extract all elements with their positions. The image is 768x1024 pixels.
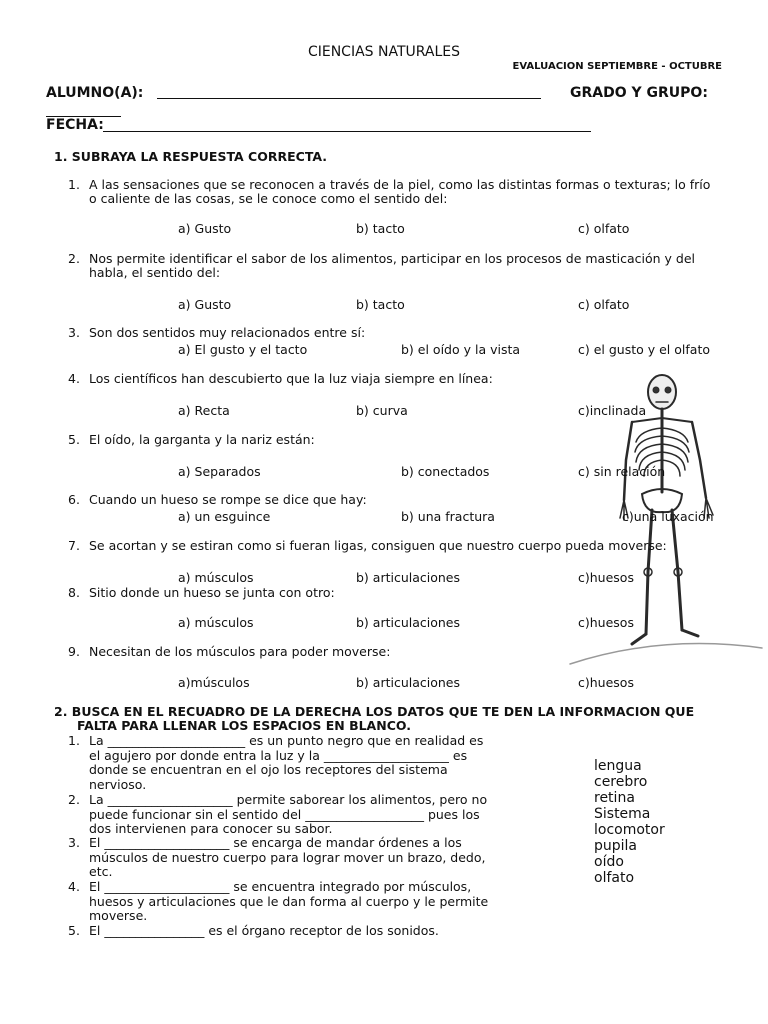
fill-item-text[interactable]: El ________________ es el órgano receptor de los sonidos.: [89, 923, 439, 938]
word-bank-item: olfato: [594, 870, 635, 886]
answer-option-c[interactable]: c)inclinada: [578, 403, 647, 418]
answer-option-c[interactable]: c) sin relación: [578, 464, 666, 479]
answer-option-a[interactable]: a) Separados: [178, 464, 261, 479]
fill-item-number: 4.: [68, 879, 80, 894]
grado-grupo-label: GRADO Y GRUPO:: [570, 85, 708, 101]
question-text: Sitio donde un hueso se junta con otro:: [89, 585, 335, 600]
fill-item-text[interactable]: huesos y articulaciones que le dan forma al cuerpo y le permite: [89, 893, 489, 909]
answer-option-b[interactable]: b) tacto: [356, 297, 405, 312]
question-text: A las sensaciones que se reconocen a través de la piel, como las distintas formas o texturas; lo frío: [89, 177, 711, 192]
fill-item-text[interactable]: donde se encuentran en el ojo los receptores del sistema: [89, 762, 448, 778]
question-text: habla, el sentido del:: [89, 265, 221, 280]
question-text: El oído, la garganta y la nariz están:: [89, 432, 315, 447]
fill-item-text[interactable]: el agujero por donde entra la luz y la ____________________ es: [89, 747, 468, 763]
question-text: Nos permite identificar el sabor de los alimentos, participar en los procesos de masticación y del: [89, 251, 695, 266]
fill-item-text[interactable]: etc.: [89, 864, 113, 880]
question-text: Necesitan de los músculos para poder moverse:: [89, 644, 391, 659]
answer-option-b[interactable]: b) el oído y la vista: [401, 342, 521, 357]
alumno-label: ALUMNO(A):: [46, 85, 144, 101]
question-number: 6.: [68, 492, 80, 507]
word-bank-item: cerebro: [594, 774, 648, 790]
question-number: 3.: [68, 325, 80, 340]
fill-item-text[interactable]: puede funcionar sin el sentido del ___________________ pues los: [89, 806, 480, 822]
fill-item-number: 1.: [68, 733, 80, 748]
fill-item-text[interactable]: La ____________________ permite saborear los alimentos, pero no: [89, 792, 488, 807]
question-text: Cuando un hueso se rompe se dice que hay:: [89, 492, 367, 507]
section2-heading: 2. BUSCA EN EL RECUADRO DE LA DERECHA LOS DATOS QUE TE DEN LA INFORMACION QUE: [54, 704, 695, 719]
answer-option-c[interactable]: c) olfato: [578, 297, 630, 312]
word-bank-item: Sistema: [594, 806, 651, 822]
fill-item-number: 3.: [68, 835, 80, 850]
answer-option-b[interactable]: b) una fractura: [401, 509, 495, 524]
exam-period: EVALUACION SEPTIEMBRE - OCTUBRE: [512, 61, 722, 72]
fill-item-number: 5.: [68, 923, 80, 938]
question-text: Se acortan y se estiran como si fueran ligas, consiguen que nuestro cuerpo pueda moverse:: [89, 538, 667, 553]
answer-option-a[interactable]: a)músculos: [178, 675, 250, 690]
answer-option-c[interactable]: c)una luxación: [622, 509, 714, 524]
question-text: Los científicos han descubierto que la luz viaja siempre en línea:: [89, 371, 493, 386]
answer-option-b[interactable]: b) articulaciones: [356, 615, 461, 630]
fill-item-text[interactable]: nervioso.: [89, 776, 147, 792]
answer-option-b[interactable]: b) articulaciones: [356, 570, 461, 585]
answer-option-a[interactable]: a) músculos: [178, 570, 254, 585]
question-number: 9.: [68, 644, 80, 659]
question-text: o caliente de las cosas, se le conoce como el sentido del:: [89, 191, 448, 206]
answer-option-a[interactable]: a) músculos: [178, 615, 254, 630]
section1-heading: 1. SUBRAYA LA RESPUESTA CORRECTA.: [54, 149, 328, 164]
answer-option-a[interactable]: a) Gusto: [178, 297, 232, 312]
word-bank-item: pupila: [594, 838, 638, 854]
answer-option-b[interactable]: b) curva: [356, 403, 408, 418]
fill-item-number: 2.: [68, 792, 80, 807]
answer-option-b[interactable]: b) articulaciones: [356, 675, 461, 690]
answer-option-c[interactable]: c) olfato: [578, 221, 630, 236]
word-bank-item: retina: [594, 790, 635, 806]
answer-option-c[interactable]: c)huesos: [578, 615, 634, 630]
word-bank-item: oído: [594, 854, 624, 870]
question-number: 7.: [68, 538, 80, 553]
question-text: Son dos sentidos muy relacionados entre sí:: [89, 325, 366, 340]
section2-heading: FALTA PARA LLENAR LOS ESPACIOS EN BLANCO.: [77, 718, 411, 733]
answer-option-c[interactable]: c) el gusto y el olfato: [578, 342, 710, 357]
answer-option-b[interactable]: b) conectados: [401, 464, 490, 479]
fecha-field[interactable]: [103, 131, 591, 132]
fill-item-text[interactable]: dos intervienen para conocer su sabor.: [89, 821, 333, 837]
word-bank-item: lengua: [594, 758, 642, 774]
answer-option-a[interactable]: a) El gusto y el tacto: [178, 342, 308, 357]
answer-option-a[interactable]: a) un esguince: [178, 509, 271, 524]
answer-option-c[interactable]: c)huesos: [578, 570, 634, 585]
answer-option-c[interactable]: c)huesos: [578, 675, 634, 690]
page-title: CIENCIAS NATURALES: [307, 44, 461, 60]
question-number: 8.: [68, 585, 80, 600]
question-number: 2.: [68, 251, 80, 266]
fill-item-text[interactable]: músculos de nuestro cuerpo para lograr mover un brazo, dedo,: [89, 849, 486, 865]
fecha-label: FECHA:: [46, 117, 104, 133]
fill-item-text[interactable]: moverse.: [89, 908, 148, 924]
question-number: 1.: [68, 177, 80, 192]
alumno-field[interactable]: [157, 98, 541, 99]
answer-option-a[interactable]: a) Recta: [178, 403, 230, 418]
answer-option-b[interactable]: b) tacto: [356, 221, 405, 236]
fill-item-text[interactable]: El ____________________ se encuentra integrado por músculos,: [89, 879, 472, 894]
fill-item-text[interactable]: El ____________________ se encarga de mandar órdenes a los: [89, 835, 462, 850]
question-number: 5.: [68, 432, 80, 447]
fill-item-text[interactable]: La ______________________ es un punto negro que en realidad es: [89, 733, 484, 748]
question-number: 4.: [68, 371, 80, 386]
answer-option-a[interactable]: a) Gusto: [178, 221, 232, 236]
word-bank-item: locomotor: [594, 822, 665, 838]
